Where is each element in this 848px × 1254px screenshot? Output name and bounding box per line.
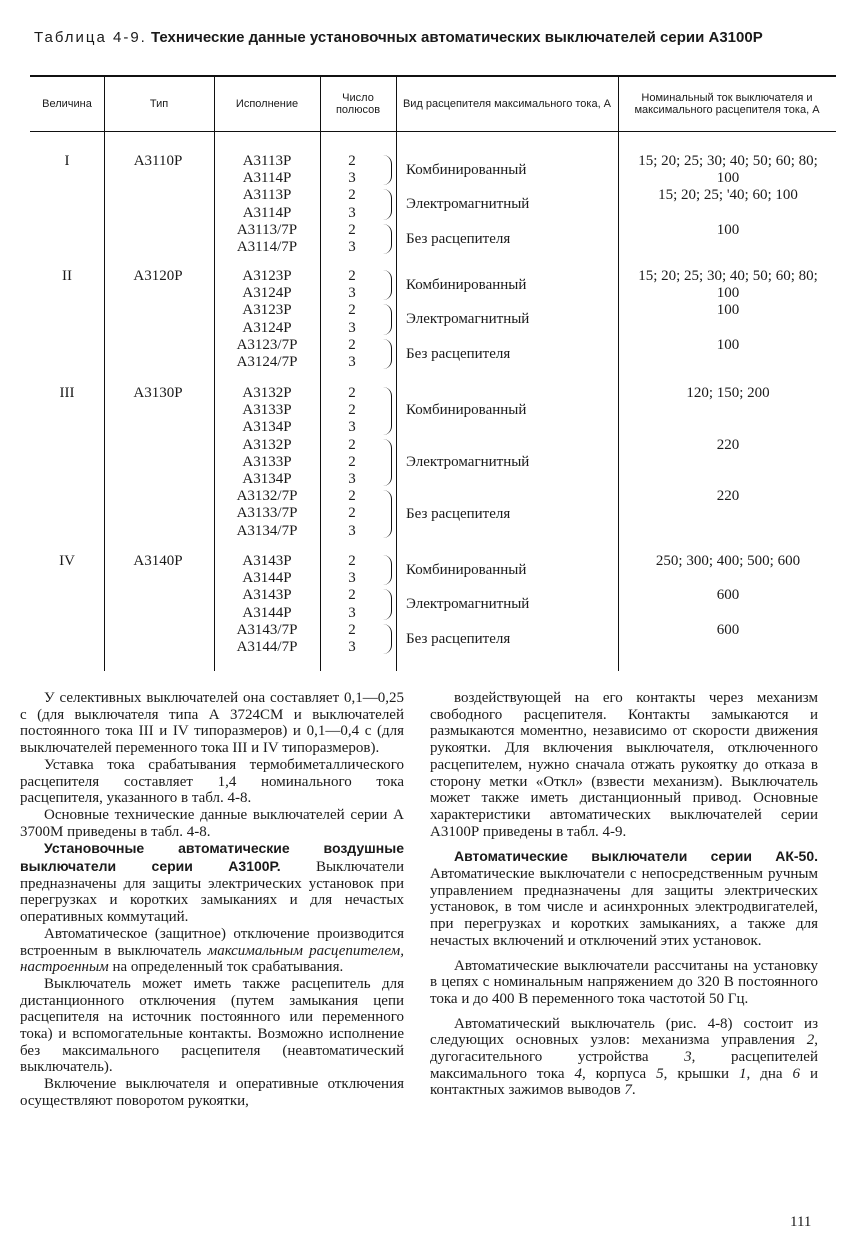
trip-kind-cell: Электромагнитный — [406, 596, 530, 613]
variant-cell: А3113Р — [242, 187, 292, 204]
current-cell: 220 — [716, 436, 740, 453]
col-divider — [618, 75, 619, 671]
current-cell: 100 — [716, 336, 740, 353]
text-column-right — [430, 690, 818, 1099]
poles-cell: 2 — [348, 505, 356, 522]
type-cell: А3130Р — [133, 385, 183, 401]
type-cell: А3110Р — [133, 153, 183, 169]
variant-cell: А3114Р — [242, 170, 292, 187]
poles-cell: 3 — [348, 204, 356, 221]
poles-cell: 3 — [348, 170, 356, 187]
poles-cell: 3 — [348, 604, 356, 621]
poles-cell: 3 — [348, 239, 356, 255]
variant-cell: А3113/7Р — [236, 221, 298, 238]
trip-kind-cell: Комбинированный — [406, 161, 527, 178]
header-size: Величина — [42, 98, 92, 110]
variant-cell: А3144Р — [242, 604, 292, 621]
paragraph: Автоматические выключатели рассчитаны на установку в цепях с номинальным напряжением до 320 В постоянного тока и до 400 В переменного тока частотой 50 Гц. — [430, 957, 818, 1007]
poles-cell: 3 — [348, 570, 356, 587]
group-brace — [382, 387, 392, 435]
poles-cell: 2 — [348, 402, 356, 419]
paragraph: воздействующей на его контакты через механизм свободного расцепителя. Контакты замыкаются и размыкаются моментно, независимо от скорости движения рукоятки. Для включения выключателя, отключенного расцепителем, нужно сначала отжать рукоятку до отказа в сторону метки «Откл» (взвести механизм). Выключатель может также иметь дистанционный привод. Основные характеристики автоматических выключателей серии А3100Р приведены в табл. 4-9. — [430, 690, 818, 840]
variant-cell: А3134/7Р — [236, 522, 298, 539]
poles-cell: 3 — [348, 471, 356, 487]
group-brace — [382, 490, 392, 538]
group-brace — [382, 270, 392, 300]
variant-cell: А3132Р — [242, 385, 292, 401]
page-number: 111 — [790, 1214, 812, 1230]
poles-cell: 2 — [348, 385, 356, 401]
poles-cell: 3 — [348, 522, 356, 539]
variant-cell: А3134Р — [242, 471, 292, 487]
group-brace — [382, 189, 392, 219]
paragraph: Включение выключателя и оперативные отключения осуществляют поворотом рукоятки, — [20, 1076, 404, 1109]
caption-title: Технические данные установочных автоматических выключателей серии А3100Р — [151, 29, 763, 46]
current-cell: 15; 20; 25; '40; 60; 100 — [658, 187, 798, 204]
variant-cell: А3114/7Р — [236, 239, 298, 255]
trip-kind-cell: Комбинированный — [406, 561, 527, 578]
poles-cell: 2 — [348, 587, 356, 604]
poles-cell: 2 — [348, 488, 356, 505]
variant-cell: А3132/7Р — [236, 488, 298, 505]
variant-cell: А3134Р — [242, 419, 292, 436]
variant-cell: А3132Р — [242, 436, 292, 453]
variant-cell: А3123Р — [242, 302, 292, 319]
header-type: Тип — [149, 98, 169, 110]
trip-kind-cell: Без расцепителя — [406, 230, 511, 247]
group-brace — [382, 589, 392, 619]
size-cell: II — [62, 268, 72, 284]
group-brace — [382, 224, 392, 254]
poles-cell: 3 — [348, 285, 356, 302]
current-cell: 15; 20; 25; 30; 40; 50; 60; 80; 100 — [638, 268, 818, 301]
group-brace — [382, 155, 392, 185]
variant-cell: А3133/7Р — [236, 505, 298, 522]
header-rule — [30, 131, 836, 132]
variant-cell: А3123Р — [242, 268, 292, 284]
paragraph: Уставка тока срабатывания термобиметаллического расцепителя составляет 1,4 номинального тока расцепителя, указанного в табл. 4-8. — [20, 756, 404, 807]
trip-kind-cell: Электромагнитный — [406, 196, 530, 213]
header-kind: Вид расцепителя максимального тока, А — [402, 98, 612, 110]
trip-kind-cell: Без расцепителя — [406, 630, 511, 647]
col-divider — [396, 75, 397, 671]
poles-cell: 2 — [348, 453, 356, 470]
variant-cell: А3124Р — [242, 285, 292, 302]
current-cell: 600 — [716, 621, 740, 638]
type-cell: А3120Р — [133, 268, 183, 284]
group-brace — [382, 555, 392, 585]
group-brace — [382, 304, 392, 334]
table-caption — [34, 30, 824, 46]
poles-cell: 2 — [348, 336, 356, 353]
group-brace — [382, 339, 392, 369]
current-cell: 100 — [716, 221, 740, 238]
variant-cell: А3144/7Р — [236, 639, 298, 655]
variant-cell: А3133Р — [242, 402, 292, 419]
current-cell: 100 — [716, 302, 740, 319]
current-cell: 220 — [716, 488, 740, 505]
poles-cell: 2 — [348, 553, 356, 569]
variant-cell: А3123/7Р — [236, 336, 298, 353]
variant-cell: А3143Р — [242, 587, 292, 604]
variant-cell: А3133Р — [242, 453, 292, 470]
paragraph: У селективных выключателей она составляет 0,1—0,25 с (для выключателя типа А 3724СМ и выключателей постоянного тока III и IV типоразмеров) и 0,1—0,4 с (для выключателей переменного тока III и IV типоразмеров). — [20, 690, 404, 757]
size-cell: I — [64, 153, 70, 169]
trip-kind-cell: Комбинированный — [406, 276, 527, 293]
poles-cell: 2 — [348, 153, 356, 169]
poles-cell: 3 — [348, 354, 356, 370]
poles-cell: 2 — [348, 268, 356, 284]
poles-cell: 2 — [348, 621, 356, 638]
group-brace — [382, 624, 392, 654]
trip-kind-cell: Электромагнитный — [406, 453, 530, 470]
variant-cell: А3143Р — [242, 553, 292, 569]
poles-cell: 2 — [348, 221, 356, 238]
current-cell: 250; 300; 400; 500; 600 — [655, 553, 801, 569]
paragraph: Автоматическое (защитное) отключение производится встроенным в выключатель максимальным расцепителем, настроенным на определенный ток срабатывания. — [20, 925, 404, 976]
trip-kind-cell: Электромагнитный — [406, 311, 530, 328]
header-poles: Число полюсов — [335, 92, 381, 116]
poles-cell: 3 — [348, 419, 356, 436]
trip-kind-cell: Комбинированный — [406, 402, 527, 419]
variant-cell: А3114Р — [242, 204, 292, 221]
caption-lead: Таблица 4-9. — [34, 29, 147, 46]
paragraph: Установочные автоматические воздушные выключатели серии А3100Р. Выключатели предназначены для защиты электрических установок при перегрузках и коротких замыканиях и для нечастых оперативных коммутаций. — [20, 840, 404, 926]
variant-cell: А3143/7Р — [236, 621, 298, 638]
poles-cell: 2 — [348, 302, 356, 319]
variant-cell: А3144Р — [242, 570, 292, 587]
variant-cell: А3113Р — [242, 153, 292, 169]
trip-kind-cell: Без расцепителя — [406, 345, 511, 362]
trip-kind-cell: Без расцепителя — [406, 505, 511, 522]
data-table — [30, 75, 836, 671]
section-heading: Автоматические выключатели серии АК-50. — [454, 848, 818, 865]
size-cell: III — [59, 385, 75, 401]
type-cell: А3140Р — [133, 553, 183, 569]
variant-cell: А3124Р — [242, 319, 292, 336]
paragraph: Автоматические выключатели серии АК-50. Автоматические выключатели с непосредственным ручным управлением предназначены для защиты электрических установок, в том числе и асинхронных электродвигателей, при перегрузках и коротких замыканиях, а также для нечастых включений и отключений этих установок. — [430, 848, 818, 949]
poles-cell: 2 — [348, 436, 356, 453]
paragraph: Выключатель может иметь также расцепитель для дистанционного отключения (путем замыкания цепи расцепителя на источник постоянного или переменного тока) и вспомогательные контакты. Возможно исполнение без максимального расцепителя (неавтоматический выключатель). — [20, 975, 404, 1076]
section-heading: Установочные автоматические воздушные выключатели серии А3100Р. — [20, 840, 404, 875]
text-column-left — [20, 690, 404, 1110]
poles-cell: 3 — [348, 319, 356, 336]
current-cell: 120; 150; 200 — [686, 385, 770, 401]
current-cell: 600 — [716, 587, 740, 604]
size-cell: IV — [59, 553, 75, 569]
variant-cell: А3124/7Р — [236, 354, 298, 370]
poles-cell: 3 — [348, 639, 356, 655]
header-current: Номинальный ток выключателя и максимального расцепителя тока, А — [634, 92, 820, 116]
paragraph: Автоматический выключатель (рис. 4-8) состоит из следующих основных узлов: механизма управления 2, дугогасительного устройства 3, расцепителей максимального тока 4, корпуса 5, крышки 1, дна 6 и контактных зажимов выводов 7. — [430, 1015, 818, 1099]
group-brace — [382, 439, 392, 487]
header-variant: Исполнение — [235, 98, 299, 110]
poles-cell: 2 — [348, 187, 356, 204]
paragraph: Основные технические данные выключателей серии А 3700М приведены в табл. 4-8. — [20, 806, 404, 840]
current-cell: 15; 20; 25; 30; 40; 50; 60; 80; 100 — [638, 153, 818, 186]
